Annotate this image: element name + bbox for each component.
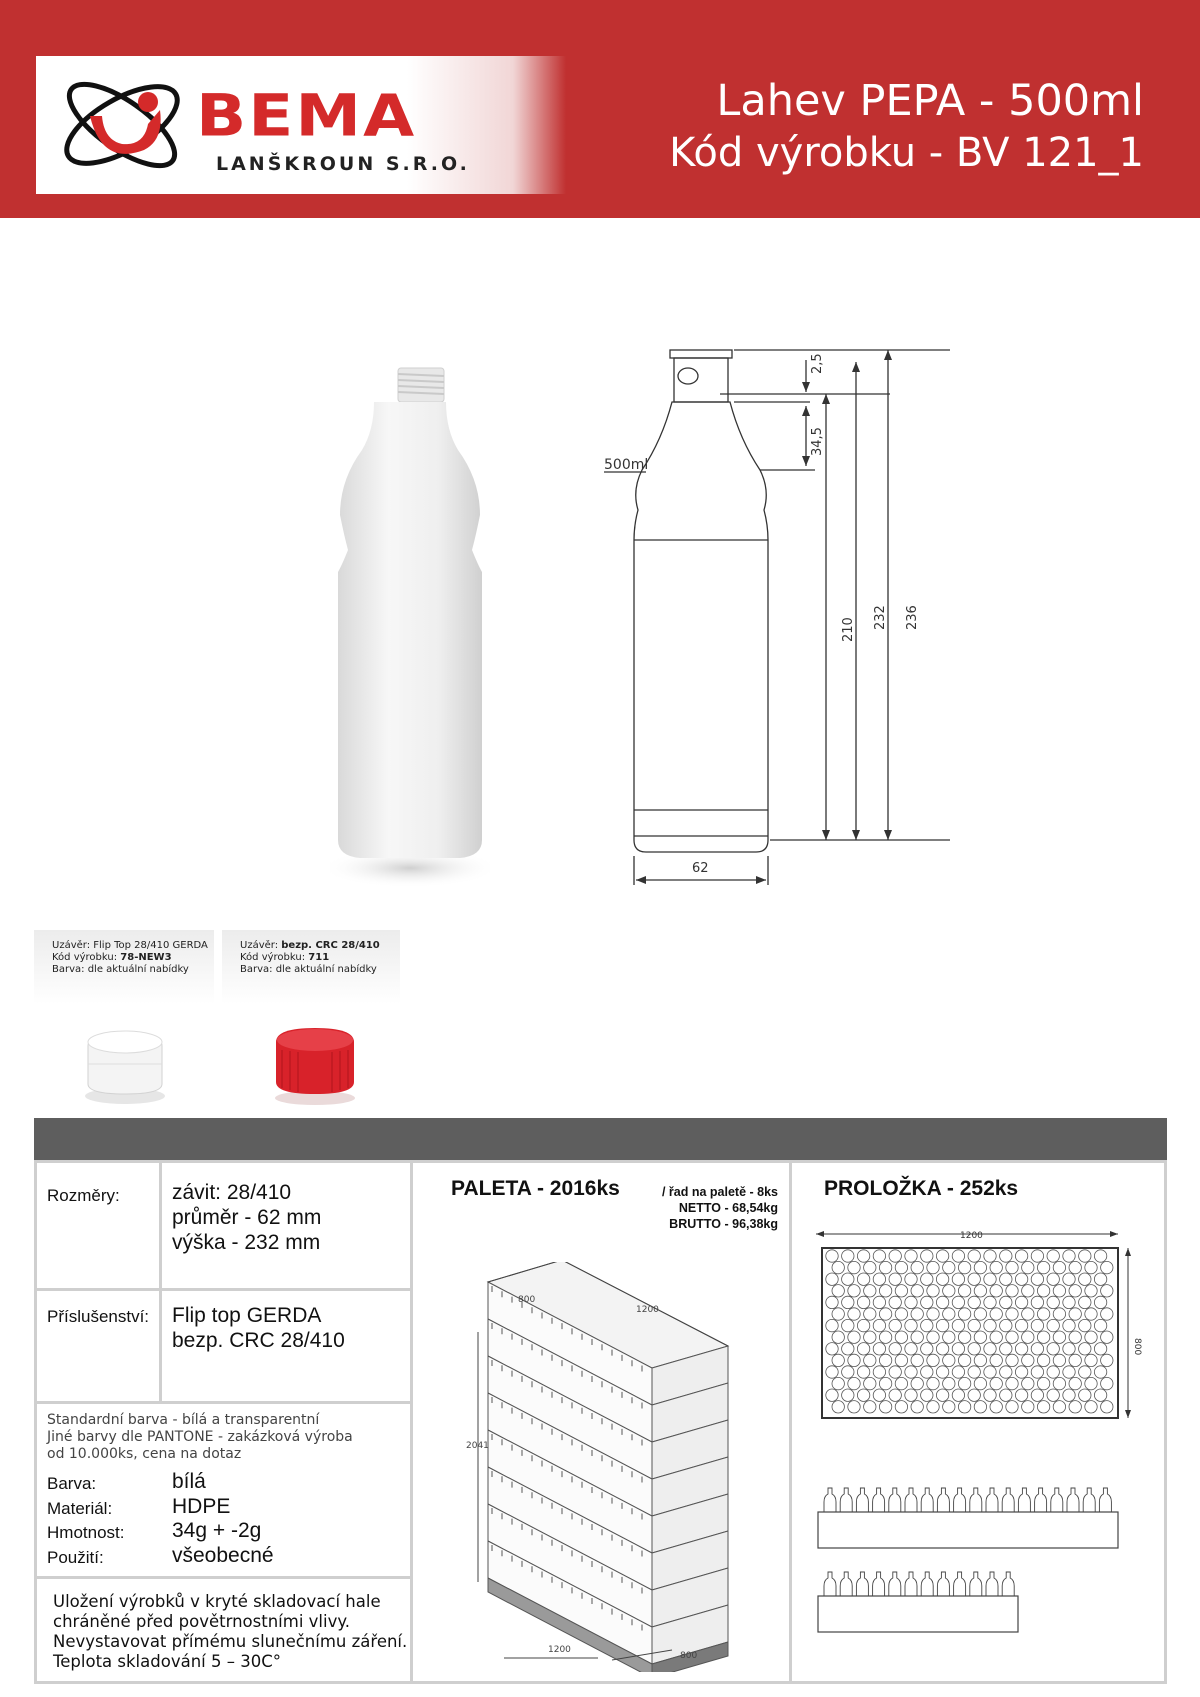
prolozka-side-views	[812, 1486, 1142, 1676]
pallet-drawing	[452, 1262, 732, 1672]
standard-note-1: Standardní barva - bílá a transparentní	[47, 1412, 320, 1428]
side-bottle	[889, 1572, 901, 1598]
dim-height-232: 232	[873, 605, 888, 630]
storage-line-4: Teplota skladování 5 – 30C°	[53, 1652, 281, 1671]
bottle-photo	[330, 340, 490, 900]
barva-label: Barva:	[47, 1474, 97, 1493]
product-title: Lahev PEPA - 500ml	[716, 76, 1144, 126]
cap-1-closure: Flip Top 28/410 GERDA	[93, 940, 208, 951]
bottle-outline	[634, 402, 768, 852]
side-bottle	[1018, 1488, 1030, 1514]
prolozka-dim-height: 800	[1132, 1338, 1142, 1356]
paleta-rows: / řad na paletě - 8ks	[661, 1185, 778, 1199]
side-bottle	[873, 1488, 885, 1514]
prislusenstvi-label: Příslušenství:	[47, 1307, 150, 1326]
side-bottle	[1002, 1572, 1014, 1598]
pouziti-value: všeobecné	[172, 1544, 274, 1567]
rozmery-label: Rozměry:	[47, 1186, 120, 1205]
pallet-dim-1200: 1200	[636, 1305, 659, 1315]
product-code: Kód výrobku - BV 121_1	[669, 130, 1144, 176]
hmotnost-label: Hmotnost:	[47, 1523, 125, 1542]
pallet-dim-bottom-800: 800	[680, 1651, 698, 1661]
cap-body-outline	[674, 358, 728, 402]
pallet-dim-800: 800	[518, 1295, 536, 1305]
cell-prislusenstvi-label	[34, 1288, 162, 1404]
storage-line-3: Nevystavovat přímému slunečnímu záření.	[53, 1632, 408, 1651]
logo-icon	[52, 66, 192, 184]
pouziti-label: Použití:	[47, 1548, 104, 1567]
side-bottle	[1083, 1488, 1095, 1514]
cell-rozmery-label	[34, 1160, 162, 1291]
side-bottle	[970, 1572, 982, 1598]
side-bottle	[986, 1572, 998, 1598]
side-bottle	[937, 1488, 949, 1514]
standard-note-2: Jiné barvy dle PANTONE - zakázková výroba	[47, 1429, 353, 1445]
side-bottle	[921, 1572, 933, 1598]
rozmery-diameter: průměr - 62 mm	[172, 1206, 322, 1229]
side-bottle	[840, 1572, 852, 1598]
side-bottle	[937, 1572, 949, 1598]
cap-2-color: Barva: dle aktuální nabídky	[240, 964, 377, 975]
section-divider-bar	[34, 1118, 1167, 1160]
side-bottle	[1035, 1488, 1047, 1514]
cap-2-code: 711	[308, 952, 330, 963]
standard-note-3: od 10.000ks, cena na dotaz	[47, 1446, 242, 1462]
material-label: Materiál:	[47, 1499, 113, 1518]
cap-2-closure-prefix: Uzávěr:	[240, 940, 279, 951]
side-bottle	[856, 1488, 868, 1514]
cap-top-outline	[670, 350, 732, 358]
prolozka-dim-width: 1200	[960, 1231, 983, 1241]
cap-flip-top-image	[80, 1018, 170, 1108]
side-bottle	[986, 1488, 998, 1514]
side-bottle	[905, 1572, 917, 1598]
dim-shoulder: 34,5	[810, 427, 825, 456]
side-bottle	[954, 1488, 966, 1514]
logo-wordmark: BEMA	[196, 82, 417, 150]
paleta-netto: NETTO - 68,54kg	[678, 1201, 778, 1215]
side-bottle	[1051, 1488, 1063, 1514]
side-bottle	[824, 1572, 836, 1598]
prislusenstvi-flip-top: Flip top GERDA	[172, 1304, 322, 1327]
rozmery-thread: závit: 28/410	[172, 1181, 292, 1204]
material-value: HDPE	[172, 1495, 231, 1518]
cap-crc-image	[270, 1018, 360, 1108]
side-bottle	[954, 1572, 966, 1598]
cap-2-info	[222, 930, 400, 1004]
cap-1-code-prefix: Kód výrobku:	[52, 952, 118, 963]
side-bottle	[873, 1572, 885, 1598]
prolozka-grid-drawing	[812, 1228, 1142, 1428]
dim-height-210: 210	[841, 617, 856, 642]
rozmery-height: výška - 232 mm	[172, 1231, 321, 1254]
side-bottle	[921, 1488, 933, 1514]
cap-1-closure-prefix: Uzávěr:	[52, 940, 91, 951]
logo-subtitle: LANŠKROUN S.R.O.	[216, 153, 470, 175]
pallet-dim-bottom-1200: 1200	[548, 1645, 571, 1655]
paleta-brutto: BRUTTO - 96,38kg	[669, 1217, 778, 1231]
side-bottle	[889, 1488, 901, 1514]
side-bottle	[840, 1488, 852, 1514]
barva-value: bílá	[172, 1470, 206, 1493]
side-bottle	[1099, 1488, 1111, 1514]
side-bottle	[970, 1488, 982, 1514]
cap-1-color: Barva: dle aktuální nabídky	[52, 964, 189, 975]
dim-height-236: 236	[905, 605, 920, 630]
volume-label: 500ml	[604, 457, 649, 473]
side-bottle	[905, 1488, 917, 1514]
cap-2-code-prefix: Kód výrobku:	[240, 952, 306, 963]
side-bottle	[1067, 1488, 1079, 1514]
storage-line-1: Uložení výrobků v kryté skladovací hale	[53, 1592, 381, 1611]
prolozka-title: PROLOŽKA - 252ks	[824, 1177, 1019, 1200]
prislusenstvi-crc: bezp. CRC 28/410	[172, 1329, 345, 1352]
side-bottle	[1002, 1488, 1014, 1514]
technical-drawing	[600, 340, 960, 900]
storage-line-2: chráněné před povětrnostními vlivy.	[53, 1612, 351, 1631]
cap-1-code: 78-NEW3	[120, 952, 172, 963]
side-bottle	[856, 1572, 868, 1598]
paleta-title: PALETA - 2016ks	[451, 1177, 620, 1200]
pallet-dim-height: 2041	[466, 1441, 489, 1451]
hmotnost-value: 34g + -2g	[172, 1519, 262, 1542]
dim-neck: 2,5	[810, 353, 825, 374]
side-bottle	[824, 1488, 836, 1514]
cap-2-closure: bezp. CRC 28/410	[281, 940, 380, 951]
dim-width: 62	[692, 861, 709, 876]
cap-1-info	[34, 930, 214, 1004]
